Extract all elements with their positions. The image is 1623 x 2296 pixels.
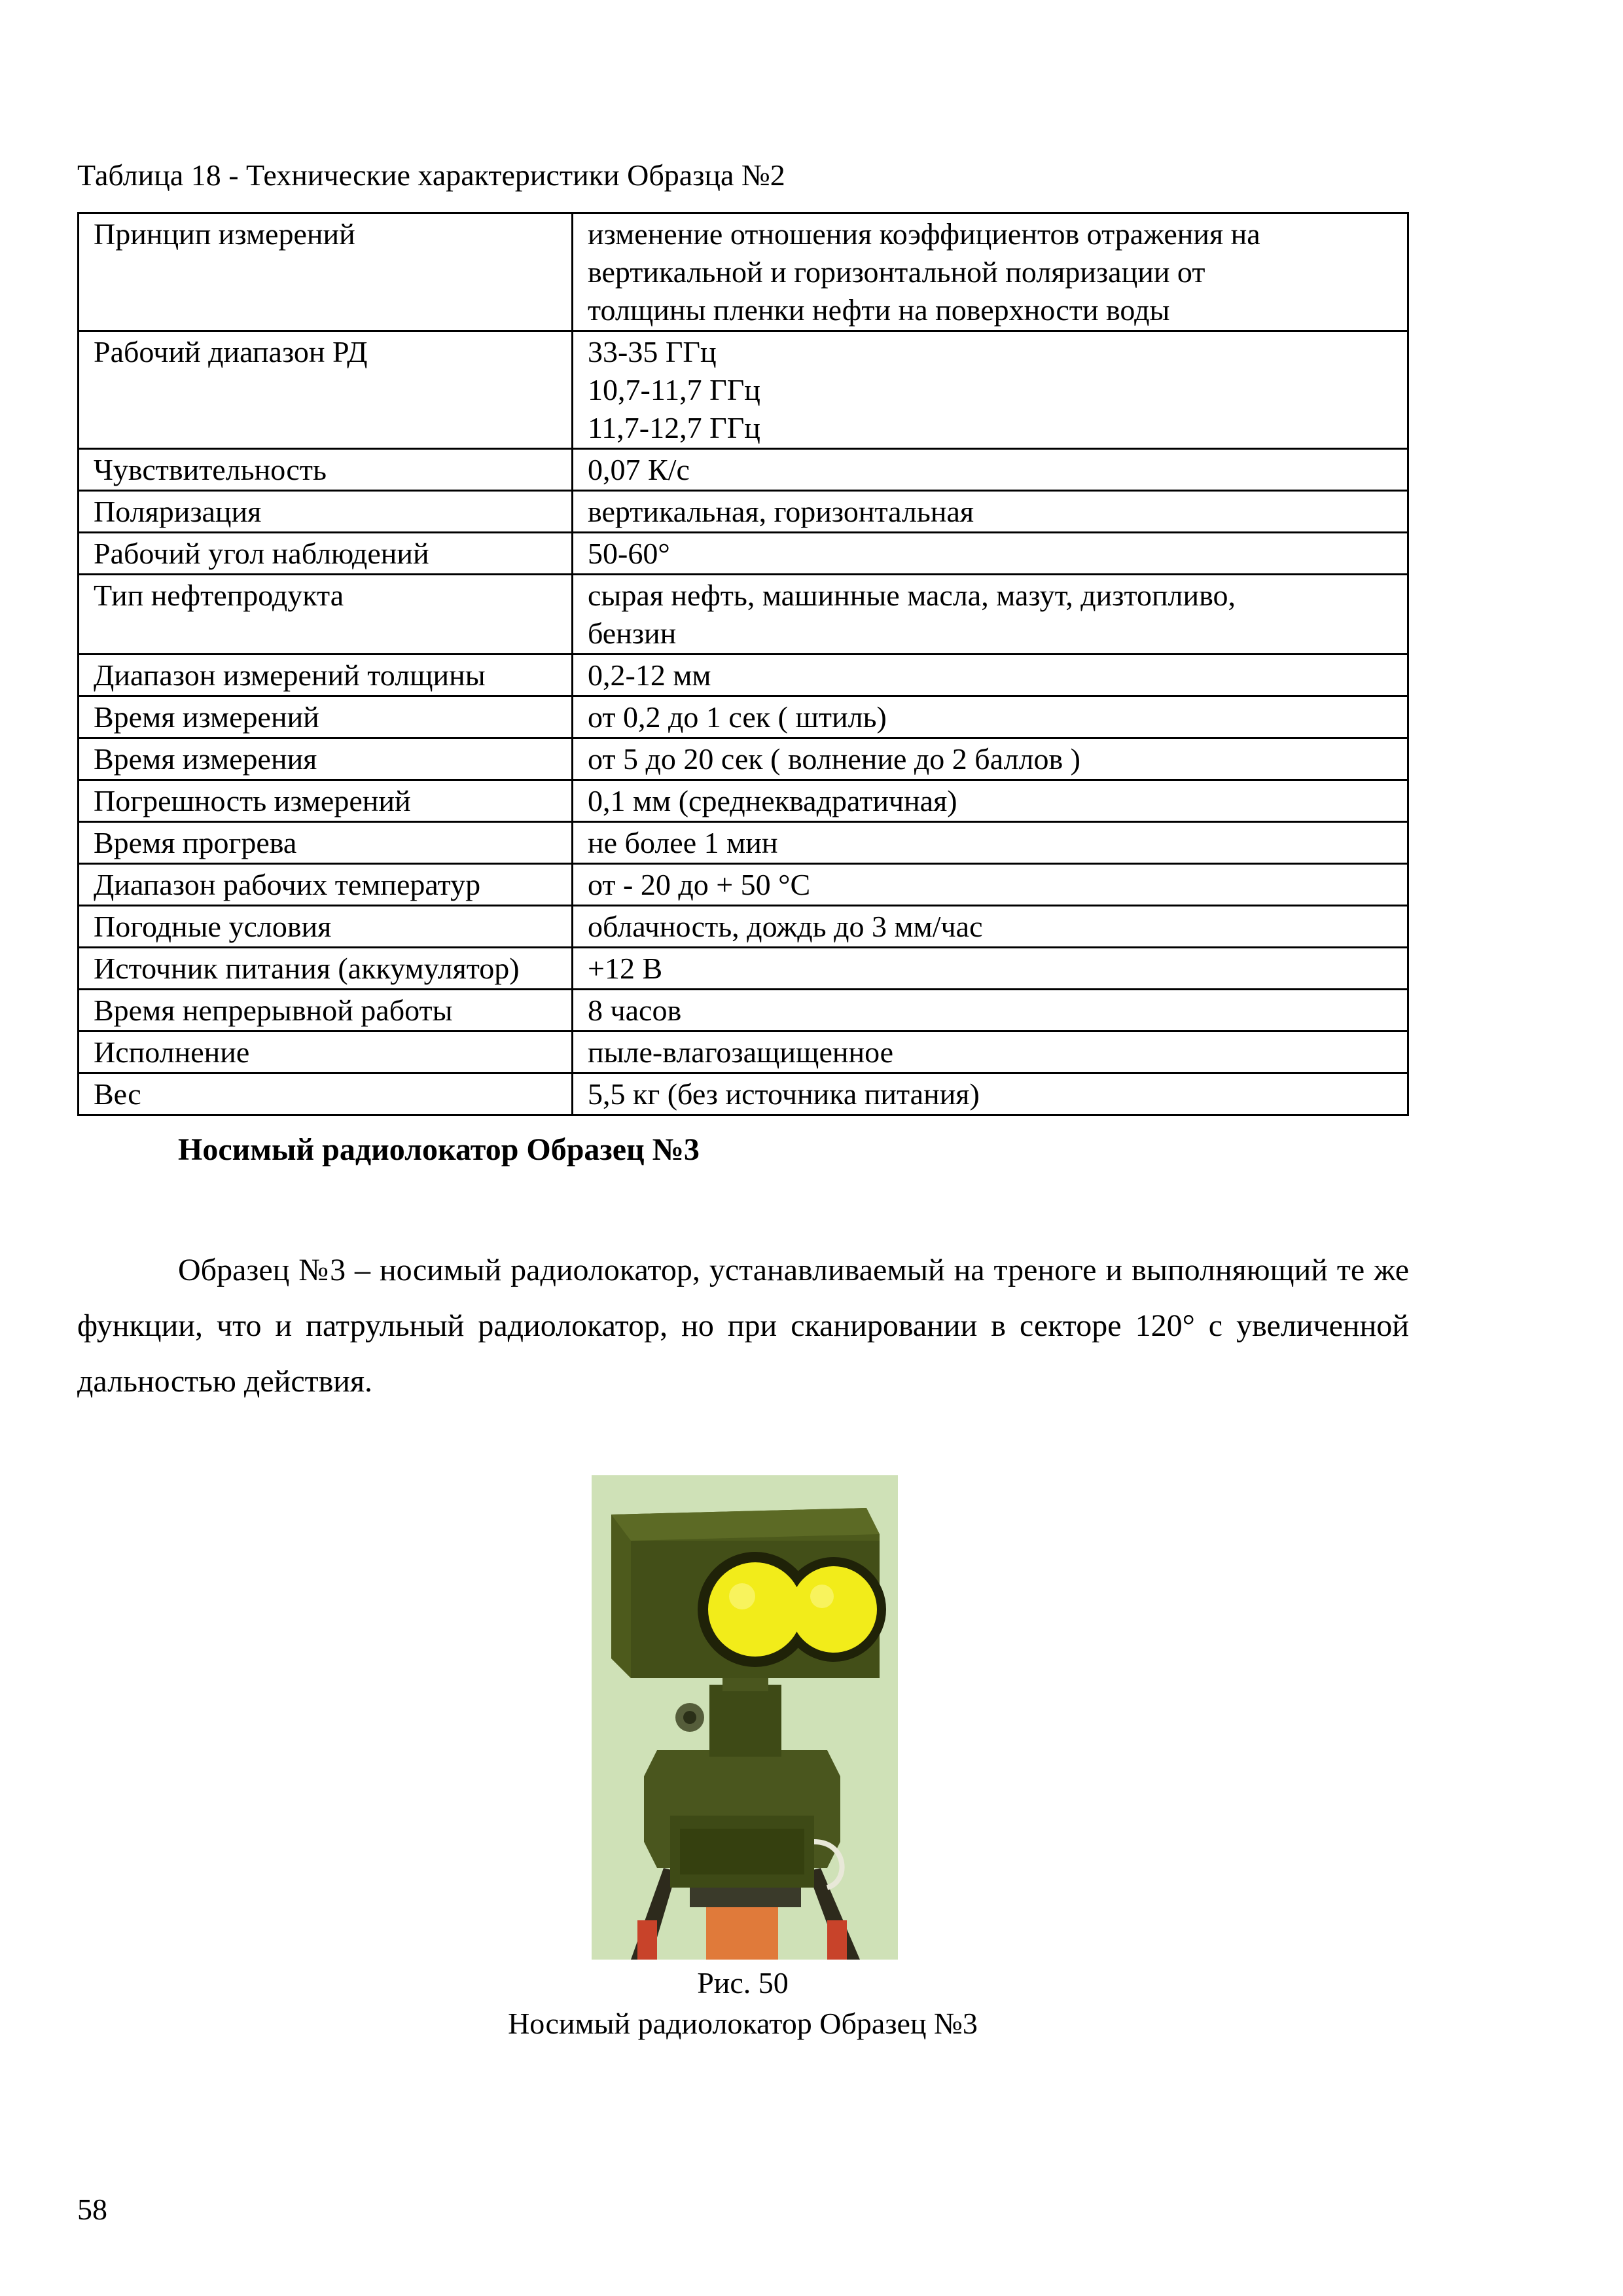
table-row [79, 491, 1408, 533]
table-cell-value-line: 0,1 мм (среднеквадратичная) [588, 784, 957, 817]
table-row [79, 1073, 1408, 1115]
table-row [79, 533, 1408, 575]
table-cell-parameter: Время измерений [79, 696, 573, 738]
table-cell-value-line: 0,2-12 мм [588, 658, 711, 692]
table-cell-value-line: облачность, дождь до 3 мм/час [588, 910, 983, 943]
table-cell-value-line: 10,7-11,7 ГГц [588, 373, 760, 406]
table-cell-value-line: 50-60° [588, 537, 670, 570]
section-heading: Носимый радиолокатор Образец №3 [178, 1132, 700, 1167]
table-cell-parameter: Вес [79, 1073, 573, 1115]
table-cell-value-line: вертикальная, горизонтальная [588, 495, 974, 528]
table-cell-parameter: Источник питания (аккумулятор) [79, 948, 573, 990]
table-cell-parameter: Время прогрева [79, 822, 573, 864]
table-row [79, 990, 1408, 1031]
table-row [79, 213, 1408, 331]
table-cell-value [573, 449, 1408, 491]
table-cell-value-line: 0,07 К/с [588, 453, 690, 486]
table-cell-parameter: Диапазон измерений толщины [79, 655, 573, 696]
table-row [79, 906, 1408, 948]
table-cell-value-line: +12 В [588, 952, 663, 985]
table-cell-parameter: Тип нефтепродукта [79, 575, 573, 655]
table-row [79, 948, 1408, 990]
table-cell-value [573, 533, 1408, 575]
table-cell-value [573, 1031, 1408, 1073]
table-cell-value-line: 33-35 ГГц [588, 335, 717, 368]
table-cell-value [573, 738, 1408, 780]
table-row [79, 738, 1408, 780]
table-cell-parameter: Исполнение [79, 1031, 573, 1073]
table-cell-value [573, 213, 1408, 331]
figure-title: Носимый радиолокатор Образец №3 [508, 2007, 978, 2040]
table-cell-value [573, 822, 1408, 864]
table-cell-value-line: пыле-влагозащищенное [588, 1035, 894, 1069]
table-cell-value-line: сырая нефть, машинные масла, мазут, дизтопливо, [588, 579, 1236, 612]
table-cell-parameter: Время измерения [79, 738, 573, 780]
table-cell-value-line: изменение отношения коэффициентов отражения на [588, 217, 1260, 251]
table-row [79, 449, 1408, 491]
table-cell-value-line: толщины пленки нефти на поверхности воды [588, 293, 1170, 327]
table-cell-value [573, 990, 1408, 1031]
table-cell-value-line: 8 часов [588, 994, 682, 1027]
table-cell-parameter: Время непрерывной работы [79, 990, 573, 1031]
table-cell-value [573, 948, 1408, 990]
table-cell-parameter: Рабочий диапазон РД [79, 331, 573, 449]
table-cell-value-line: 11,7-12,7 ГГц [588, 411, 760, 444]
table-cell-value-line: от - 20 до + 50 °С [588, 868, 811, 901]
table-cell-value-line: от 0,2 до 1 сек ( штиль) [588, 700, 887, 734]
lens-pair [698, 1552, 886, 1667]
table-row [79, 696, 1408, 738]
table-cell-value-line: 5,5 кг (без источника питания) [588, 1077, 980, 1111]
table-cell-value [573, 1073, 1408, 1115]
table-cell-value [573, 780, 1408, 822]
table-cell-value [573, 575, 1408, 655]
table-cell-value [573, 864, 1408, 906]
table-cell-parameter: Принцип измерений [79, 213, 573, 331]
base-unit [644, 1750, 842, 1888]
table-row [79, 331, 1408, 449]
table-cell-value [573, 906, 1408, 948]
table-row [79, 655, 1408, 696]
table-cell-value-line: не более 1 мин [588, 826, 778, 859]
page-number: 58 [77, 2193, 107, 2226]
table-row [79, 575, 1408, 655]
table-cell-value-line: вертикальной и горизонтальной поляризации от [588, 255, 1205, 289]
table-row [79, 822, 1408, 864]
table-cell-value-line: от 5 до 20 сек ( волнение до 2 баллов ) [588, 742, 1080, 776]
table-cell-parameter: Диапазон рабочих температур [79, 864, 573, 906]
table-cell-value [573, 655, 1408, 696]
table-cell-value [573, 696, 1408, 738]
table-cell-parameter: Чувствительность [79, 449, 573, 491]
table-row [79, 1031, 1408, 1073]
body-paragraph: Образец №3 – носимый радиолокатор, устанавливаемый на треноге и выполняющий те же функции, что и патрульный радиолокатор, но при сканировании в секторе 120° с увеличенной дальностью действия. [77, 1253, 1409, 1399]
table-row [79, 864, 1408, 906]
table-caption: Таблица 18 - Технические характеристики Образца №2 [77, 158, 785, 192]
table-cell-parameter: Рабочий угол наблюдений [79, 533, 573, 575]
table-cell-value [573, 331, 1408, 449]
figure-number: Рис. 50 [697, 1966, 789, 2000]
table-cell-value-line: бензин [588, 617, 677, 650]
specifications-table [77, 212, 1409, 1116]
table-cell-parameter: Погодные условия [79, 906, 573, 948]
table-row [79, 780, 1408, 822]
table-cell-value [573, 491, 1408, 533]
table-cell-parameter: Погрешность измерений [79, 780, 573, 822]
radar-photo [592, 1475, 898, 1960]
table-cell-parameter: Поляризация [79, 491, 573, 533]
